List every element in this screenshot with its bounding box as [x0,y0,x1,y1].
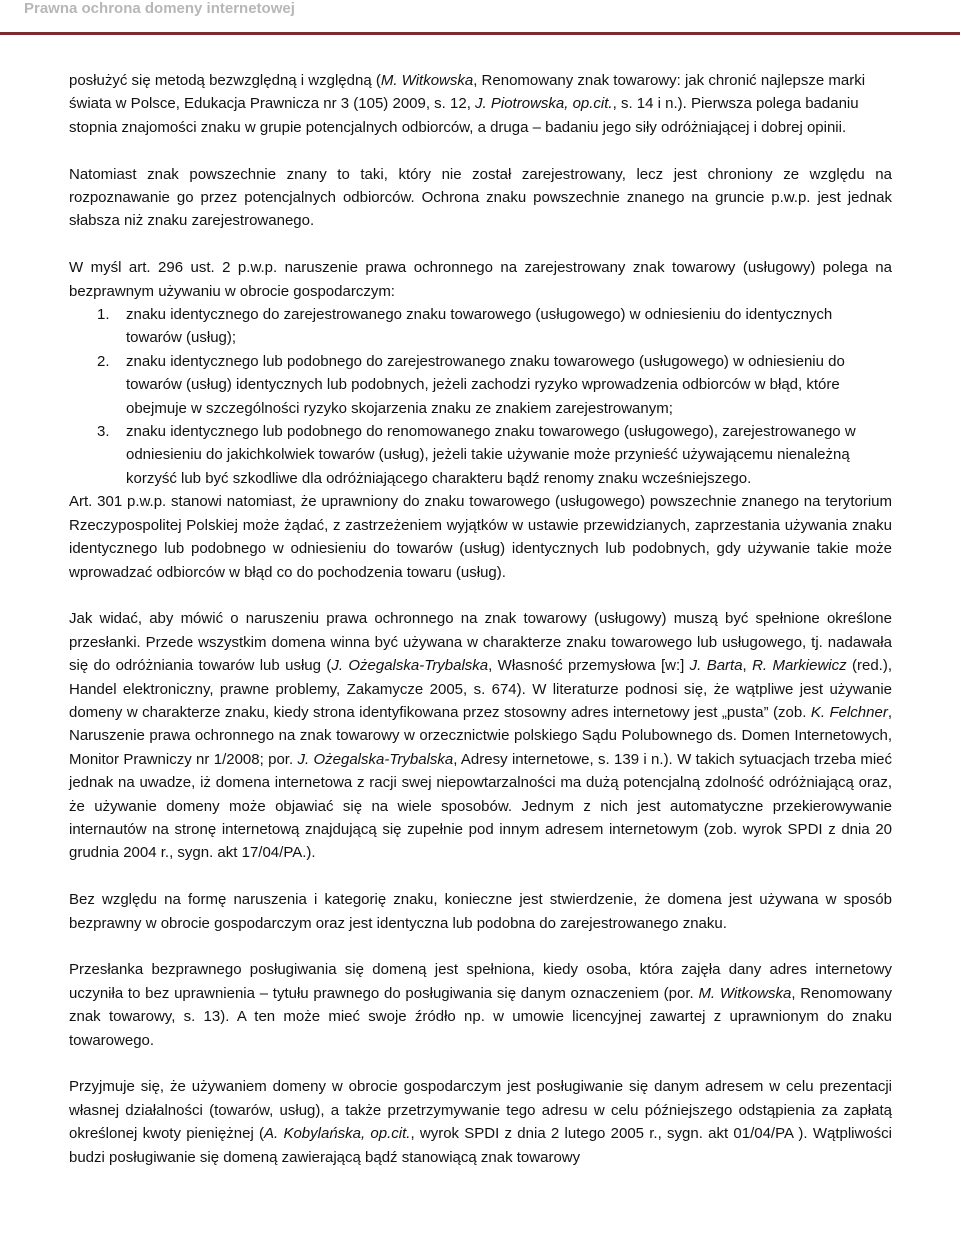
text-run: , wyrok SPDI z dnia 2 lutego 2005 r., sygn. akt 01/04/PA ). Wątpliwości budzi posługiwanie się domeną zawierającą bądź stanowiącą znak towarowy [69,1125,893,1166]
list-text: znaku identycznego lub podobnego do zarejestrowanego znaku towarowego (usługowego) w odniesieniu do towarów (usług) identycznych lub podobnych, jeżeli zachodzi ryzyko wprowadzenia odbiorców w błąd, które obejmuje w szczególności ryzyko skojarzenia znaku ze znakiem zarejestrowanym; [126,352,845,417]
text-run: , [742,657,753,675]
paragraph-4: Art. 301 p.w.p. stanowi natomiast, że uprawniony do znaku towarowego (usługowego) powszechnie znanego na terytorium Rzeczypospolitej Polskiej może żądać, z zastrzeżeniem wyjątków w ustawie przewidzianych, zaprzestania używania znaku identycznego lub podobnego w odniesieniu do towarów (usług) identycznych lub podobnych, gdy używanie takie może wprowadzać odbiorców w błąd co do pochodzenia towaru (usług). [69,493,892,581]
author-italic: J. Piotrowska, op.cit. [475,95,613,113]
text-run: , Renomowany znak towarowy, s. 13). A ten może mieć swoje źródło np. w umowie licencyjnej zawartej z uprawnionym do znaku towarowego. [69,984,893,1049]
text-run: Przyjmuje się, że używaniem domeny w obrocie gospodarczym jest posługiwanie się danym adresem w celu prezentacji własnej działalności (towarów, usług), a także przetrzymywanie tego adresu w celu późniejszego odstąpienia za zapłatą określonej kwoty pieniężnej ( [69,1078,892,1143]
list-text: znaku identycznego lub podobnego do renomowanego znaku towarowego (usługowego), zarejestrowanego w odniesieniu do jakichkolwiek towarów (usług), jeżeli takie używanie może przynieść używającemu nienależną korzyść lub być szkodliwe dla odróżniającego charakteru bądź renomy znaku wcześniejszego. [126,423,856,487]
spacer [69,935,892,958]
page-header [0,0,960,34]
list-number: 1. [97,306,110,324]
text-run: , Renomowany znak towarowy: jak chronić najlepsze marki świata w Polsce, Edukacja Prawnicza nr 3 (105) 2009, s. 12, [69,72,866,113]
paragraph-5 [69,607,892,864]
paragraph-1 [69,69,892,139]
document-body [69,69,892,1169]
list-text: znaku identycznego do zarejestrowanego znaku towarowego (usługowego) w odniesieniu do identycznych towarów (usług); [126,306,833,347]
author-italic: J. Barta [689,657,743,675]
paragraph-2: Natomiast znak powszechnie znany to taki, który nie został zarejestrowany, lecz jest chroniony ze względu na rozpoznawanie go przez potencjalnych odbiorców. Ochrona znaku powszechnie znanego na gruncie p.w.p. jest jednak słabsza niż znaku zarejestrowanego. [69,165,892,230]
list-item [69,350,892,420]
list-item [69,420,892,490]
spacer [69,139,892,162]
text-run: , Własność przemysłowa [w:] [488,657,690,675]
header-title: Prawna ochrona domeny internetowej [24,0,295,17]
list-number: 3. [97,423,110,441]
author-italic: R. Markiewicz [752,657,847,675]
author-italic: J. Ożegalska-Trybalska [331,657,489,675]
list-item [69,303,892,350]
paragraph-6: Bez względu na formę naruszenia i kategorię znaku, konieczne jest stwierdzenie, że domena jest używana w sposób bezprawny w obrocie gospodarczym oraz jest identyczna lub podobna do zarejestrowanego znaku. [69,891,892,932]
paragraph-8 [69,1075,892,1169]
spacer [69,865,892,888]
author-italic: A. Kobylańska, op.cit. [264,1125,411,1143]
spacer [69,233,892,256]
author-italic: K. Felchner [810,703,888,721]
text-run: , s. 14 i n.). Pierwsza polega badaniu stopnia znajomości znaku w grupie potencjalnych odbiorców, a druga – badaniu jego siły odróżniającej i dobrej opinii. [69,95,859,136]
author-italic: M. Witkowska [698,984,792,1002]
spacer [69,1052,892,1075]
numbered-list [69,303,892,490]
text-run: posłużyć się metodą bezwzględną i względną ( [69,72,381,89]
paragraph-3: W myśl art. 296 ust. 2 p.w.p. naruszenie prawa ochronnego na zarejestrowany znak towarowy (usługowy) polega na bezprawnym używaniu w obrocie gospodarczym: [69,259,892,300]
text-run: Jak widać, aby mówić o naruszeniu prawa ochronnego na znak towarowy (usługowy) muszą być spełnione określone przesłanki. Przede wszystkim domena winna być używana w charakterze znaku towarowego lub usługowego, tj. nadawała się do odróżniania towarów lub usług ( [69,610,892,675]
text-run: , Naruszenie prawa ochronnego na znak towarowy w orzecznictwie polskiego Sądu Polubownego ds. Domen Internetowych, Monitor Prawniczy nr 1/2008; por. [69,703,892,768]
author-italic: J. Ożegalska-Trybalska [297,750,454,768]
author-italic: M. Witkowska [380,72,474,89]
text-run: Przesłanka bezprawnego posługiwania się domeną jest spełniona, kiedy osoba, która zajęła dany adres internetowy uczyniła to bez uprawnienia – tytułu prawnego do posługiwania się danym oznaczeniem (por. [69,961,892,1002]
list-number: 2. [97,352,110,370]
text-run: , Adresy internetowe, s. 139 i n.). W takich sytuacjach trzeba mieć jednak na uwadze, iż domena internetowa z racji swej niepowtarzalności ma dużą potencjalną zdolność odróżniającą oraz, że używanie domeny może objawiać się na wiele sposobów. Jednym z nich jest automatyczne przekierowywanie internautów na stronę internetową znajdującą się zupełnie pod innym adresem internetowym (zob. wyrok SPDI z dnia 20 grudnia 2004 r., sygn. akt 17/04/PA.). [69,750,892,862]
header-rule [0,32,960,35]
text-run: (red.), Handel elektroniczny, prawne problemy, Zakamycze 2005, s. 674). W literaturze podnosi się, że wątpliwe jest używanie domeny w charakterze znaku, kiedy strona identyfikowana przez stosowny adres internetowy jest „pusta” (zob. [69,657,893,721]
paragraph-7 [69,958,892,1052]
spacer [69,584,892,607]
